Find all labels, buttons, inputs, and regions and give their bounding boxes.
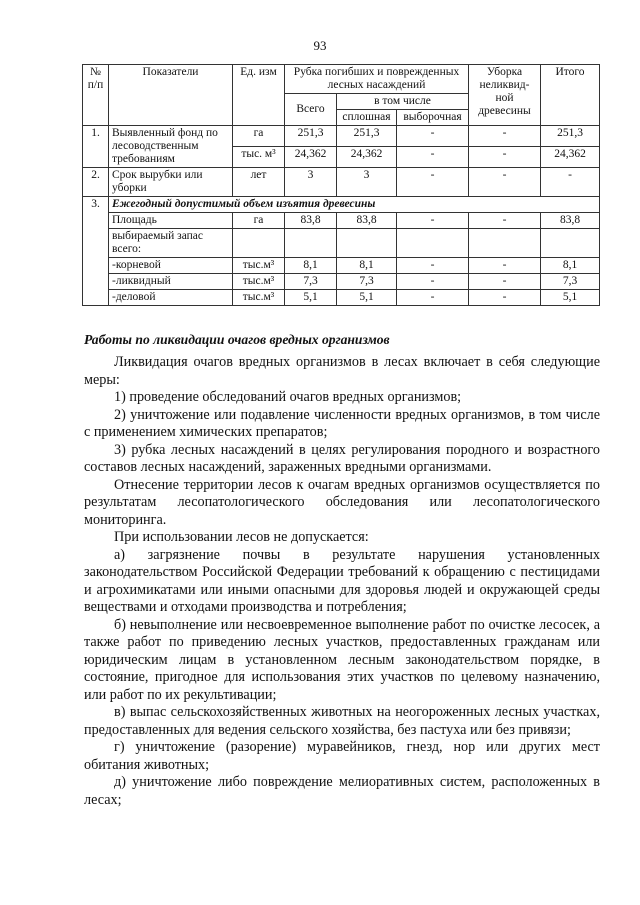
row-unit: тыс. м³ xyxy=(233,147,285,168)
row-selective: - xyxy=(397,126,469,147)
row-name: выбираемый запас всего: xyxy=(109,229,233,258)
row-unit: тыс.м³ xyxy=(233,274,285,290)
row-name: -ликвидный xyxy=(109,274,233,290)
paragraph: Ликвидация очагов вредных организмов в лесах включает в себя следующие меры: xyxy=(84,354,600,388)
paragraph: 2) уничтожение или подавление численности вредных организмов, в том числе с применением химических препаратов; xyxy=(84,406,600,440)
row-total: 83,8 xyxy=(285,213,337,229)
row-selective: - xyxy=(397,147,469,168)
paragraph: При использовании лесов не допускается: xyxy=(114,529,369,545)
paragraph: а) загрязнение почвы в результате нарушения установленных законодательством Российской Федерации требований к обращению с пестицидами и агрохимикатами или иными опасными для здоровья людей и окружающей среды веществами и отходами производства и потребления; xyxy=(84,546,600,615)
row-name: Площадь xyxy=(109,213,233,229)
row-total: 24,362 xyxy=(285,147,337,168)
row-solid: 5,1 xyxy=(337,290,397,306)
row-name: -деловой xyxy=(109,290,233,306)
row-solid: 3 xyxy=(337,168,397,197)
row-name: Выявленный фонд по лесоводственным требованиям xyxy=(109,126,233,168)
row-illiquid: - xyxy=(469,213,541,229)
header-cutting: Рубка погибших и поврежденных лесных насаждений xyxy=(285,65,469,94)
header-num: № п/п xyxy=(83,65,109,126)
row-itogo: - xyxy=(541,168,600,197)
row-selective: - xyxy=(397,168,469,197)
row-unit: га xyxy=(233,126,285,147)
header-indicators: Показатели xyxy=(109,65,233,126)
row-selective: - xyxy=(397,258,469,274)
header-total: Всего xyxy=(285,94,337,126)
header-unit: Ед. изм xyxy=(233,65,285,126)
row-selective: - xyxy=(397,213,469,229)
row-illiquid: - xyxy=(469,274,541,290)
row-selective: - xyxy=(397,274,469,290)
paragraph: г) уничтожение (разорение) муравейников, гнезд, нор или других мест обитания животных; xyxy=(84,739,600,773)
row-solid: 251,3 xyxy=(337,126,397,147)
row-solid: 24,362 xyxy=(337,147,397,168)
paragraph: д) уничтожение либо повреждение мелиоративных систем, расположенных в лесах; xyxy=(84,774,600,808)
row-total: 5,1 xyxy=(285,290,337,306)
row-itogo: 8,1 xyxy=(541,258,600,274)
row-itogo: 24,362 xyxy=(541,147,600,168)
paragraph: в) выпас сельскохозяйственных животных на неогороженных лесных участках, предоставленных для ведения сельского хозяйства, без пастуха или без привязи; xyxy=(84,704,600,738)
row-illiquid: - xyxy=(469,290,541,306)
header-incl: в том числе xyxy=(337,94,469,110)
row-solid: 8,1 xyxy=(337,258,397,274)
row-total: 7,3 xyxy=(285,274,337,290)
row-selective: - xyxy=(397,290,469,306)
row-illiquid: - xyxy=(469,126,541,147)
row-unit: лет xyxy=(233,168,285,197)
section-row: Ежегодный допустимый объем изъятия древесины xyxy=(109,197,600,213)
row-itogo: 251,3 xyxy=(541,126,600,147)
row-num: 3. xyxy=(83,197,109,306)
row-num: 2. xyxy=(83,168,109,197)
row-itogo: 7,3 xyxy=(541,274,600,290)
row-itogo: 5,1 xyxy=(541,290,600,306)
header-itogo: Итого xyxy=(541,65,600,126)
row-illiquid: - xyxy=(469,258,541,274)
row-solid: 83,8 xyxy=(337,213,397,229)
row-total: 251,3 xyxy=(285,126,337,147)
row-solid: 7,3 xyxy=(337,274,397,290)
section-title: Работы по ликвидации очагов вредных организмов xyxy=(84,332,390,347)
row-illiquid: - xyxy=(469,147,541,168)
page-number: 93 xyxy=(313,38,327,53)
header-selective: выборочная xyxy=(397,110,469,126)
harvest-table xyxy=(82,64,600,306)
row-num: 1. xyxy=(83,126,109,168)
header-illiquid: Уборка неликвид-ной древесины xyxy=(469,65,541,126)
row-name: -корневой xyxy=(109,258,233,274)
row-unit: тыс.м³ xyxy=(233,258,285,274)
row-itogo: 83,8 xyxy=(541,213,600,229)
header-solid: сплошная xyxy=(337,110,397,126)
row-illiquid: - xyxy=(469,168,541,197)
body-text xyxy=(84,354,600,809)
row-total: 8,1 xyxy=(285,258,337,274)
row-unit: тыс.м³ xyxy=(233,290,285,306)
row-unit: га xyxy=(233,213,285,229)
row-total: 3 xyxy=(285,168,337,197)
paragraph: 1) проведение обследований очагов вредных организмов; xyxy=(114,389,462,405)
row-name: Срок вырубки или уборки xyxy=(109,168,233,197)
paragraph: б) невыполнение или несвоевременное выполнение работ по очистке лесосек, а также работ по приведению лесных участков, предоставленных гражданам или юридическим лицам в установленном лесным законодательством порядке, в состояние, пригодное для использования этих участков по целевому назначению, или работ по их рекультивации; xyxy=(84,616,600,703)
paragraph: Отнесение территории лесов к очагам вредных организмов осуществляется по результатам лесопатологического обследования или лесопатологического мониторинга. xyxy=(84,476,600,528)
paragraph: 3) рубка лесных насаждений в целях регулирования породного и возрастного составов лесных насаждений, зараженных вредными организмами. xyxy=(84,441,600,475)
